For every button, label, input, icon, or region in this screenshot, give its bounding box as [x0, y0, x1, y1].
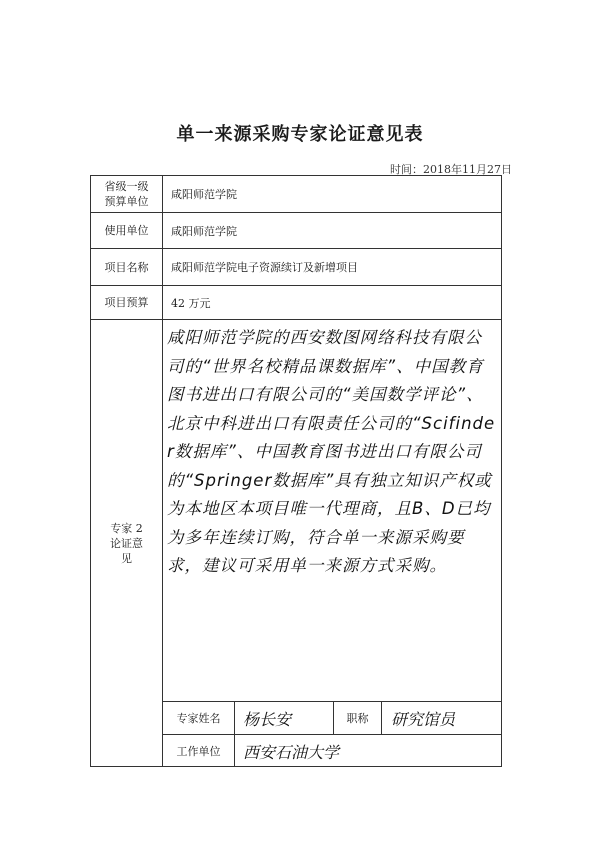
- budget-unit-value: 咸阳师范学院: [171, 188, 237, 201]
- title-label-cell: [333, 702, 381, 734]
- form-title: 单一来源采购专家论证意见表: [176, 124, 424, 145]
- expert-opinion-text: 咸阳师范学院的西安数图网络科技有限公司的“世界名校精品课数据库”、中国教育图书进出口有限公司的“美国数学评论”、北京中科进出口有限责任公司的“Scifinder数据库”、中国教育图书进出口有限公司的“Springer数据库”具有独立知识产权或为本地区本项目唯一代理商，且B、D已均为多年连续订购，符合单一来源采购要求，建议可采用单一来源方式采购。: [167, 328, 496, 575]
- expert-title-value: 研究馆员: [391, 709, 456, 729]
- work-unit-row: [163, 734, 501, 767]
- project-budget-value: 42 万元: [171, 296, 211, 310]
- user-unit-label: 使用单位: [91, 213, 163, 248]
- expert-title-label: 职称: [334, 702, 382, 734]
- work-unit-value: 西安石油大学: [243, 742, 340, 762]
- expert-opinion-label: 专家 2 论证意见: [91, 320, 163, 767]
- opinion-form-table: [90, 175, 502, 767]
- budget-unit-row: [91, 176, 501, 213]
- expert-name-label: 专家姓名: [163, 702, 235, 734]
- project-budget-row: [91, 286, 501, 320]
- user-unit-value: 咸阳师范学院: [171, 224, 237, 238]
- project-name-value: 咸阳师范学院电子资源续订及新增项目: [171, 261, 358, 274]
- expert-name-row: [163, 701, 501, 734]
- work-unit-label: 工作单位: [163, 735, 235, 767]
- user-unit-row: [91, 213, 501, 249]
- budget-unit-label: 省级一级预算单位: [91, 176, 163, 212]
- project-budget-label: 项目预算: [91, 286, 163, 319]
- form-date: 时间：2018年11月27日: [390, 163, 512, 176]
- expert-opinion-section: [91, 320, 501, 767]
- expert-name-value: 杨长安: [243, 709, 292, 729]
- project-name-label: 项目名称: [91, 249, 163, 285]
- project-name-row: [91, 249, 501, 286]
